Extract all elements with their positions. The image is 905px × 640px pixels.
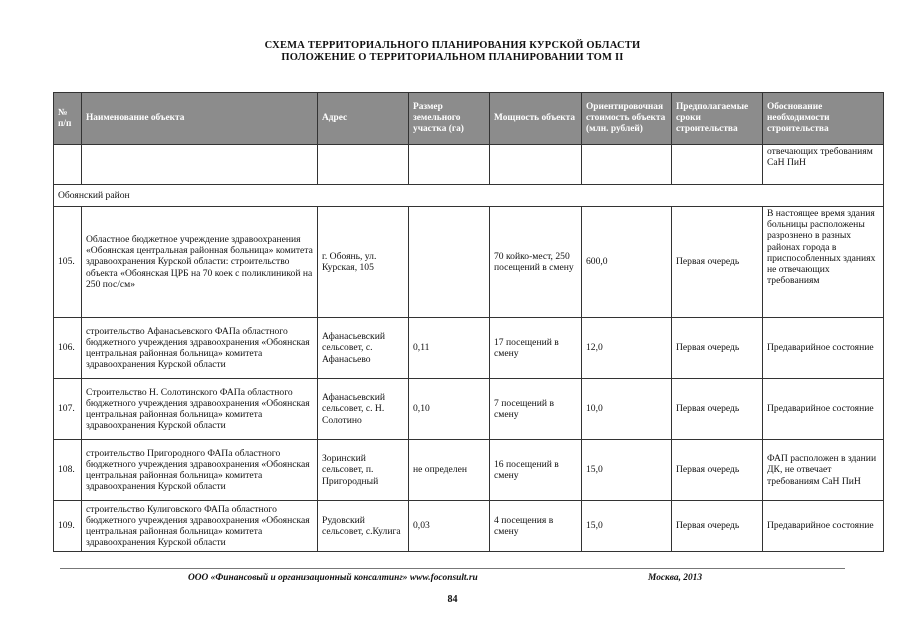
table-row	[54, 207, 884, 318]
row-reason: В настоящее время здания больницы расположены разрознено в разных районах города в приспособленных зданиях не отвечающих требованиям	[763, 207, 884, 318]
row-name: Строительство Н. Солотинского ФАПа областного бюджетного учреждения здравоохранения «Обоянская центральная районная больница» комитета здравоохранения Курской области	[82, 379, 318, 440]
continuation-text: отвечающих требованиям СаН ПиН	[763, 145, 884, 185]
section-title: Обоянский район	[54, 185, 884, 207]
row-num: 107.	[54, 379, 82, 440]
footer-city-year: Москва, 2013	[648, 573, 703, 583]
row-address: Зоринский сельсовет, п. Пригородный	[318, 440, 409, 501]
row-capacity: 70 койко-мест, 250 посещений в смену	[490, 207, 582, 318]
document-title: СХЕМА ТЕРРИТОРИАЛЬНОГО ПЛАНИРОВАНИЯ КУРСКОЙ ОБЛАСТИ	[264, 40, 641, 51]
row-capacity: 4 посещения в смену	[490, 501, 582, 552]
row-reason: ФАП расположен в здании ДК, не отвечает требованиям СаН ПиН	[763, 440, 884, 501]
row-cost: 600,0	[582, 207, 672, 318]
row-capacity: 16 посещений в смену	[490, 440, 582, 501]
table-header-row	[54, 93, 884, 145]
col-header-capacity: Мощность объекта	[490, 93, 582, 145]
col-header-name: Наименование объекта	[82, 93, 318, 145]
row-name: Областное бюджетное учреждение здравоохранения «Обоянская центральная районная больница» комитета здравоохранения Курской области: строительство объекта «Обоянская ЦРБ на 70 коек с поликлиникой на 250 пос/см»	[82, 207, 318, 318]
objects-table	[53, 92, 884, 552]
row-reason: Предаварийное состояние	[763, 318, 884, 379]
row-reason: Предаварийное состояние	[763, 501, 884, 552]
row-cost: 15,0	[582, 440, 672, 501]
row-name: строительство Афанасьевского ФАПа областного бюджетного учреждения здравоохранения «Обоянская центральная районная больница» комитета здравоохранения Курской области	[82, 318, 318, 379]
section-row	[54, 185, 884, 207]
col-header-num: № п/п	[54, 93, 82, 145]
row-area: 0,11	[409, 318, 490, 379]
row-area: не определен	[409, 440, 490, 501]
row-cost: 15,0	[582, 501, 672, 552]
row-num: 109.	[54, 501, 82, 552]
row-area: 0,03	[409, 501, 490, 552]
footer-company: ООО «Финансовый и организационный консалтинг» www.foconsult.ru	[188, 573, 478, 583]
table-row	[54, 440, 884, 501]
continuation-row	[54, 145, 884, 185]
row-name: строительство Пригородного ФАПа областного бюджетного учреждения здравоохранения «Обоянская центральная районная больница» комитета здравоохранения Курской области	[82, 440, 318, 501]
row-num: 105.	[54, 207, 82, 318]
page-number: 84	[447, 594, 458, 605]
row-address: Афанасьевский сельсовет, с. Н. Солотино	[318, 379, 409, 440]
document-subtitle: ПОЛОЖЕНИЕ О ТЕРРИТОРИАЛЬНОМ ПЛАНИРОВАНИИ ТОМ II	[281, 52, 624, 63]
col-header-area: Размер земельного участка (га)	[409, 93, 490, 145]
row-capacity: 7 посещений в смену	[490, 379, 582, 440]
col-header-reason: Обоснование необходимости строительства	[763, 93, 884, 145]
row-cost: 12,0	[582, 318, 672, 379]
row-cost: 10,0	[582, 379, 672, 440]
row-period: Первая очередь	[672, 379, 763, 440]
row-period: Первая очередь	[672, 501, 763, 552]
row-reason: Предаварийное состояние	[763, 379, 884, 440]
table-row	[54, 501, 884, 552]
row-name: строительство Кулиговского ФАПа областного бюджетного учреждения здравоохранения «Обоянская центральная районная больница» комитета здравоохранения Курской области	[82, 501, 318, 552]
row-period: Первая очередь	[672, 207, 763, 318]
col-header-address: Адрес	[318, 93, 409, 145]
col-header-period: Предполагаемые сроки строительства	[672, 93, 763, 145]
row-area: 0,10	[409, 379, 490, 440]
row-address: Афанасьевский сельсовет, с. Афанасьево	[318, 318, 409, 379]
row-capacity: 17 посещений в смену	[490, 318, 582, 379]
row-num: 108.	[54, 440, 82, 501]
row-address: Рудовский сельсовет, с.Кулига	[318, 501, 409, 552]
row-area	[409, 207, 490, 318]
footer-divider	[60, 568, 845, 569]
row-period: Первая очередь	[672, 440, 763, 501]
col-header-cost: Ориентировочная стоимость объекта (млн. рублей)	[582, 93, 672, 145]
row-num: 106.	[54, 318, 82, 379]
table-row	[54, 379, 884, 440]
table-row	[54, 318, 884, 379]
row-period: Первая очередь	[672, 318, 763, 379]
row-address: г. Обоянь, ул. Курская, 105	[318, 207, 409, 318]
